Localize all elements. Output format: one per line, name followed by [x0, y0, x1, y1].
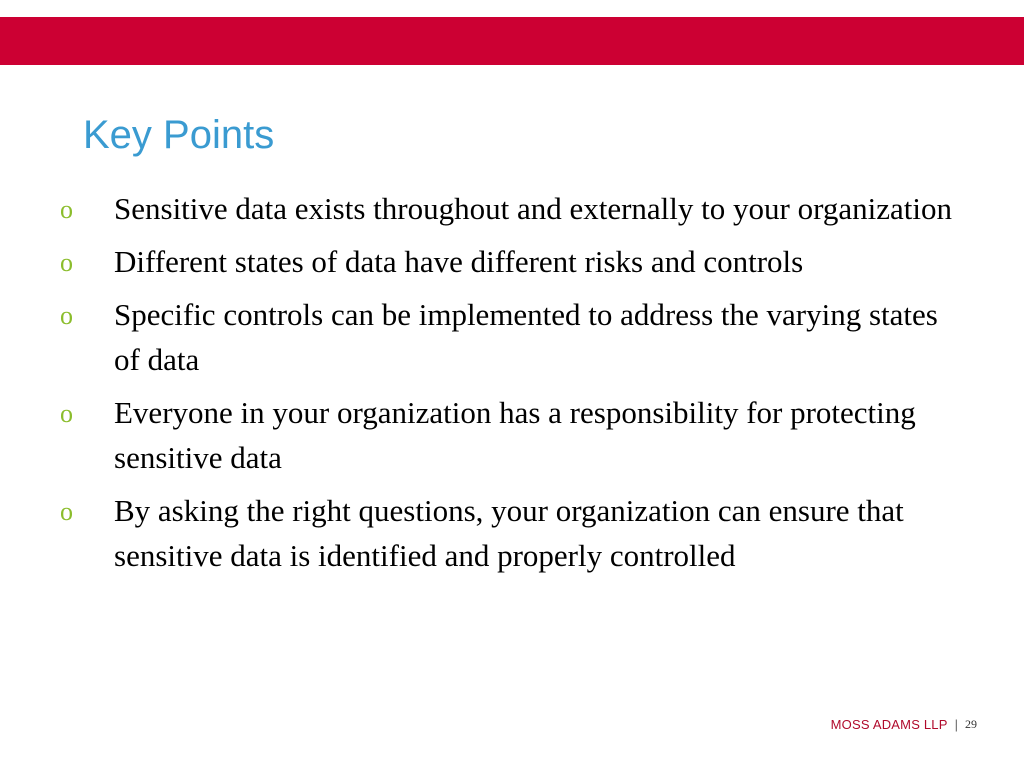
bullet-text: By asking the right questions, your organization can ensure that sensitive data is identified and properly controlled: [114, 493, 904, 573]
bullet-circle-icon: o: [60, 497, 73, 526]
footer-separator: |: [954, 717, 958, 732]
firm-name: MOSS ADAMS LLP: [830, 717, 948, 732]
page-number: 29: [965, 717, 977, 731]
bullet-item: [60, 292, 960, 382]
bullet-item: [60, 186, 960, 231]
bullet-list: [60, 186, 960, 586]
bullet-item: [60, 239, 960, 284]
bullet-circle-icon: o: [60, 195, 73, 224]
bullet-circle-icon: o: [60, 399, 73, 428]
bullet-item: [60, 390, 960, 480]
top-red-band: [0, 17, 1024, 65]
bullet-circle-icon: o: [60, 248, 73, 277]
slide-footer: [831, 717, 977, 732]
slide-title: Key Points: [83, 113, 275, 157]
bullet-text: Specific controls can be implemented to address the varying states of data: [114, 297, 938, 377]
bullet-text: Sensitive data exists throughout and externally to your organization: [114, 191, 952, 226]
bullet-text: Everyone in your organization has a responsibility for protecting sensitive data: [114, 395, 916, 475]
bullet-text: Different states of data have different risks and controls: [114, 244, 804, 279]
bullet-item: [60, 488, 960, 578]
bullet-circle-icon: o: [60, 301, 73, 330]
